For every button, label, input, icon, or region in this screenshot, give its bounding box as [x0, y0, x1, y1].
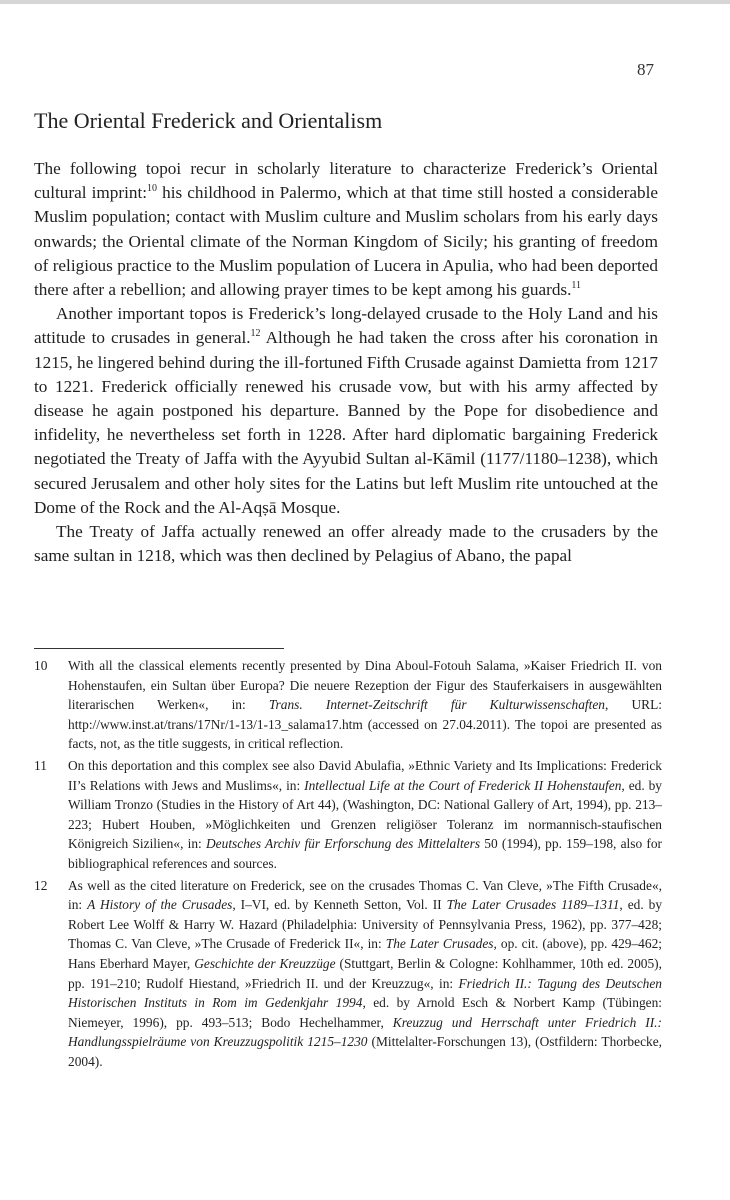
footnote-ref-11: 11 [571, 280, 582, 292]
footnote-divider [34, 648, 284, 649]
footnote-number: 10 [34, 658, 48, 673]
footnote-10 [34, 656, 662, 754]
footnote-text: As well as the cited literature on Frederick, see on the crusades Thomas C. Van Cleve, »The Fifth Crusade«, in: A History of the Crusades, I–VI, ed. by Kenneth Setton, Vol. II The Later Crusades 1189–1311, ed. by Robert Lee Wolff & Harry W. Hazard (Philadelphia: University of Pennsylvania Press, 1962), pp. 377–428; Thomas C. Van Cleve, »The Crusade of Frederick II«, in: The Later Crusades, op. cit. (above), pp. 429–462; Hans Eberhard Mayer, Geschichte der Kreuzzüge (Stuttgart, Berlin & Cologne: Kohlhammer, 10th ed. 2005), pp. 191–210; Rudolf Hiestand, »Friedrich II. und der Kreuzzug«, in: Friedrich II.: Tagung des Deutschen Historischen Instituts in Rom im Gedenkjahr 1994, ed. by Arnold Esch & Norbert Kamp (Tübingen: Niemeyer, 1996), pp. 493–513; Bodo Hechelhammer, Kreuzzug und Herrschaft unter Friedrich II.: Handlungsspielräume von Kreuzzugspolitik 1215–1230 (Mittelalter-Forschungen 13), (Ostfildern: Thorbecke, 2004). [68, 877, 663, 1069]
footnote-11 [34, 756, 662, 874]
footnote-ref-10: 10 [147, 183, 157, 195]
body-text [34, 157, 658, 568]
footnotes [34, 656, 662, 1073]
footnote-number: 11 [34, 757, 47, 773]
footnote-text: On this deportation and this complex see also David Abulafia, »Ethnic Variety and Its Implications: Frederick II’s Relations with Jews and Muslims«, in: Intellectual Life at the Court of Frederick II Hohenstaufen, ed. by William Tronzo (Studies in the History of Art 44), (Washington, DC: National Gallery of Art, 1994), pp. 213–223; Hubert Houben, »Möglichkeiten und Grenzen religiöser Toleranz im normannisch-staufischen Königreich Sizilien«, in: Deutsches Archiv für Erforschung des Mittelalters 50 (1994), pp. 159–198, also for bibliographical references and sources. [68, 757, 663, 871]
scan-top-edge [0, 0, 730, 4]
footnote-ref-12: 12 [250, 328, 261, 340]
page-number: 87 [637, 60, 654, 79]
section-heading: The Oriental Frederick and Orientalism [34, 108, 383, 133]
footnote-number: 12 [34, 877, 48, 893]
paragraph-1: The following topoi recur in scholarly literature to characterize Frederick’s Oriental cultural imprint:$^{10}$ his childhood in Palermo, which at that time still hosted a considerable Muslim population; contact with Muslim culture and Muslim scholars from his early days onwards; the Oriental climate of the Norman Kingdom of Sicily; his granting of freedom of religious practice to the Muslim population of Lucera in Apulia, who had been deported there after a rebellion; and allowing prayer times to be kept among his guards.$^{11}$ [34, 159, 658, 300]
paragraph-2: Another important topos is Frederick’s long-delayed crusade to the Holy Land and his attitude to crusades in general.$^{12}$ Although he had taken the cross after his coronation in 1215, he lingered behind during the ill-fortuned Fifth Crusade against Damietta from 1217 to 1221. Frederick officially renewed his crusade vow, but with his army affected by disease he again postponed his departure. Banned by the Pope for disobedience and infidelity, he nevertheless set forth in 1228. After hard diplomatic bargaining Frederick negotiated the Treaty of Jaffa with the Ayyubid Sultan al-Kāmil (1177/1180–1238), which secured Jerusalem and other holy sites for the Latins but left Muslim rite untouched at the Dome of the Rock and the Al-Aqṣā Mosque. [34, 304, 659, 517]
footnote-text: With all the classical elements recently presented by Dina Aboul-Fotouh Salama, »Kaiser Friedrich II. von Hohenstaufen, ein Sultan über Europa? Die neuere Rezeption der Figur des Stauferkaisers in ausgewählten literarischen Werken«, in: Trans. Internet-Zeitschrift für Kulturwissenschaften, URL: http://www.inst.at/trans/17Nr/1-13/1-13_salama17.htm (accessed on 27.04.2011). The topoi are presented as facts, not, as the title suggests, in critical reflection. [68, 658, 662, 752]
paragraph-3: The Treaty of Jaffa actually renewed an offer already made to the crusaders by the same sultan in 1218, which was then declined by Pelagius of Abano, the papal [34, 522, 658, 566]
footnote-12 [34, 876, 662, 1072]
